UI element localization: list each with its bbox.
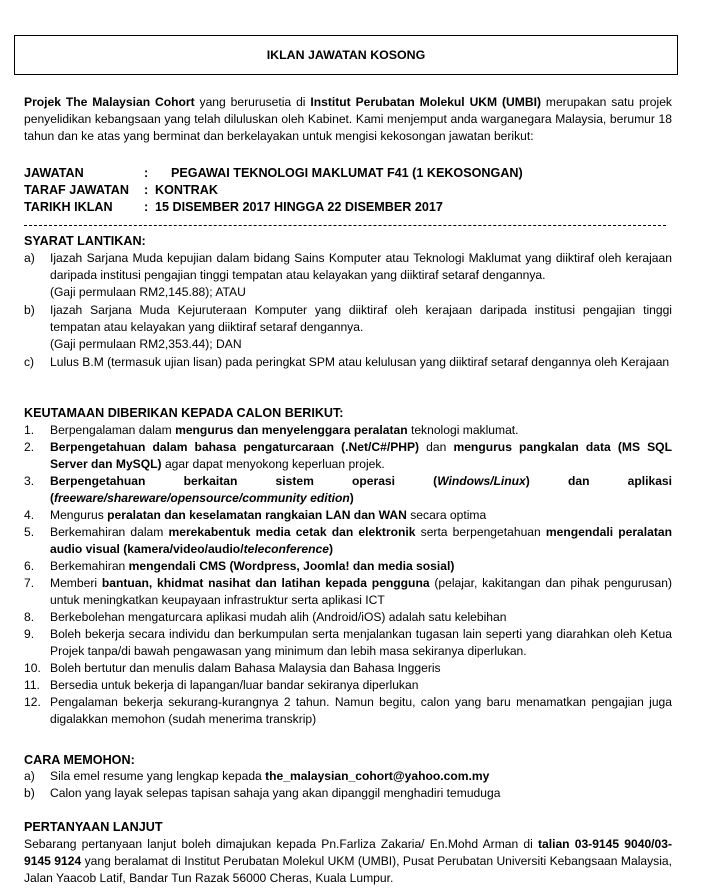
list-marker: 9. (24, 627, 35, 641)
detail-value-tarikh: 15 DISEMBER 2017 HINGGA 22 DISEMBER 2017 (155, 200, 443, 214)
keutamaan-item (24, 558, 672, 575)
pertanyaan-text-2: yang beralamat di Institut Perubatan Molekul UKM (UMBI), Pusat Perubatan Universiti Kebangsaan Malaysia, Jalan Yaacob Latif, Bandar Tun Razak 56000 Cheras, Kuala Lumpur. (24, 854, 672, 885)
keutamaan-heading: KEUTAMAAN DIBERIKAN KEPADA CALON BERIKUT: (24, 406, 344, 420)
syarat-item-b (24, 302, 672, 353)
keutamaan-item (24, 677, 672, 694)
list-marker: b) (24, 786, 35, 800)
list-marker: b) (24, 303, 35, 317)
list-marker: 11. (24, 678, 40, 692)
keutamaan-item (24, 694, 672, 728)
keutamaan-item (24, 473, 672, 507)
list-marker: 1. (24, 423, 35, 437)
list-marker: 2. (24, 440, 35, 454)
org-name: Projek The Malaysian Cohort (24, 95, 195, 109)
list-text: Berpengetahuan dalam bahasa pengaturcaraan (.Net/C#/PHP) dan mengurus pangkalan data (MS SQL Server dan MySQL) agar dapat menyokong keperluan projek. (50, 440, 672, 471)
detail-label: JAWATAN (24, 166, 84, 180)
dashed-divider (24, 225, 666, 226)
list-text: Berkemahiran dalam merekabentuk media cetak dan elektronik serta berpengetahuan mengendali peralatan audio visual (kamera/video/audio/teleconference) (50, 525, 672, 556)
list-marker: 3. (24, 474, 35, 488)
keutamaan-item (24, 626, 672, 660)
detail-value-jawatan: PEGAWAI TEKNOLOGI MAKLUMAT F41 (1 KEKOSONGAN) (171, 166, 523, 180)
list-text: Berkebolehan mengaturcara aplikasi mudah alih (Android/iOS) adalah satu kelebihan (50, 610, 507, 624)
keutamaan-item (24, 575, 672, 609)
keutamaan-item (24, 439, 672, 473)
list-marker: 8. (24, 610, 35, 624)
keutamaan-item (24, 660, 672, 677)
phone-numbers: talian 03-9145 9040/03-9145 9124 (24, 837, 673, 868)
detail-sep: : (144, 200, 149, 214)
list-marker: 4. (24, 508, 35, 522)
list-marker: 10. (24, 661, 41, 675)
list-text: Calon yang layak selepas tapisan sahaja yang akan dipanggil menghadiri temuduga (50, 786, 501, 800)
list-text: Mengurus peralatan dan keselamatan rangkaian LAN dan WAN secara optima (50, 508, 487, 522)
syarat-heading: SYARAT LANTIKAN: (24, 234, 146, 248)
intro-text-2: merupakan satu projek penyelidikan kebangsaan yang telah diluluskan oleh Kabinet. Kami menjemput anda warganegara Malaysia, berumur 18 tahun dan ke atas yang berminat dan berkelayakan untuk mengisi kekosongan jawatan berikut: (24, 95, 672, 143)
list-marker: c) (24, 355, 35, 369)
detail-label: TARAF JAWATAN (24, 183, 129, 197)
cara-item-a (24, 768, 672, 785)
keutamaan-item (24, 422, 672, 439)
pertanyaan-paragraph (24, 836, 672, 887)
cara-item-b (24, 785, 672, 802)
list-marker: a) (24, 251, 35, 265)
list-text: Ijazah Sarjana Muda Kejuruteraan Komputer yang diiktiraf oleh kerajaan daripada institusi pengajian tinggi tempatan atau kelayakan yang diiktiraf setaraf dengannya. (50, 303, 672, 334)
institute-name: Institut Perubatan Molekul UKM (UMBI) (310, 95, 541, 109)
list-text: Berpengetahuan berkaitan sistem operasi (Windows/Linux) dan aplikasi (freeware/shareware/opensource/community edition) (50, 474, 672, 505)
list-text: Berkemahiran mengendali CMS (Wordpress, Joomla! dan media sosial) (50, 559, 455, 573)
list-marker: 7. (24, 576, 35, 590)
pertanyaan-heading: PERTANYAAN LANJUT (24, 820, 163, 834)
keutamaan-item (24, 524, 672, 558)
intro-text-1: yang berurusetia di (194, 95, 311, 109)
detail-sep: : (144, 183, 149, 197)
list-text: Pengalaman bekerja sekurang-kurangnya 2 tahun. Namun begitu, calon yang baru menamatkan pengajian juga digalakkan memohon (sudah menerima transkrip) (50, 695, 672, 726)
syarat-item-a (24, 250, 672, 301)
detail-label: TARIKH IKLAN (24, 200, 113, 214)
cara-heading: CARA MEMOHON: (24, 753, 135, 767)
detail-value-taraf: KONTRAK (155, 183, 218, 197)
list-text: Lulus B.M (termasuk ujian lisan) pada peringkat SPM atau kelulusan yang diiktiraf setaraf dengannya oleh Kerajaan (50, 355, 670, 369)
syarat-item-c (24, 354, 672, 371)
salary-note: (Gaji permulaan RM2,145.88); ATAU (50, 285, 246, 299)
list-marker: 12. (24, 695, 41, 709)
list-text: Berpengalaman dalam mengurus dan menyelenggara peralatan teknologi maklumat. (50, 423, 519, 437)
list-marker: 6. (24, 559, 35, 573)
list-text: Sila emel resume yang lengkap kepada (50, 769, 266, 783)
page-title: IKLAN JAWATAN KOSONG (266, 47, 426, 62)
intro-paragraph (24, 94, 672, 145)
keutamaan-item (24, 507, 672, 524)
list-text: Bersedia untuk bekerja di lapangan/luar bandar sekiranya diperlukan (50, 678, 419, 692)
list-text: Ijazah Sarjana Muda kepujian dalam bidang Sains Komputer atau Teknologi Maklumat yang diiktiraf oleh kerajaan daripada institusi pengajian tinggi tempatan atau kelayakan yang diiktiraf setaraf dengannya. (50, 251, 672, 282)
salary-note: (Gaji permulaan RM2,353.44); DAN (50, 337, 242, 351)
email-address[interactable]: the_malaysian_cohort@yahoo.com.my (265, 769, 490, 783)
title-box (14, 35, 678, 75)
keutamaan-item (24, 609, 672, 626)
list-marker: a) (24, 769, 35, 783)
pertanyaan-text-1: Sebarang pertanyaan lanjut boleh dimajukan kepada Pn.Farliza Zakaria/ En.Mohd Arman di (24, 837, 538, 851)
detail-sep: : (144, 166, 149, 180)
list-marker: 5. (24, 525, 35, 539)
list-text: Boleh bekerja secara individu dan berkumpulan serta menjalankan tugasan lain seperti yang diarahkan oleh Ketua Projek tanpa/di bawah pengawasan yang minimum dan lebih masa sekiranya diperlukan. (50, 627, 672, 658)
list-text: Boleh bertutur dan menulis dalam Bahasa Malaysia dan Bahasa Inggeris (50, 661, 441, 675)
list-text: Memberi bantuan, khidmat nasihat dan latihan kepada pengguna (pelajar, kakitangan dan pihak pengurusan) untuk meningkatkan keupayaan infrastruktur serta aplikasi ICT (50, 576, 672, 607)
